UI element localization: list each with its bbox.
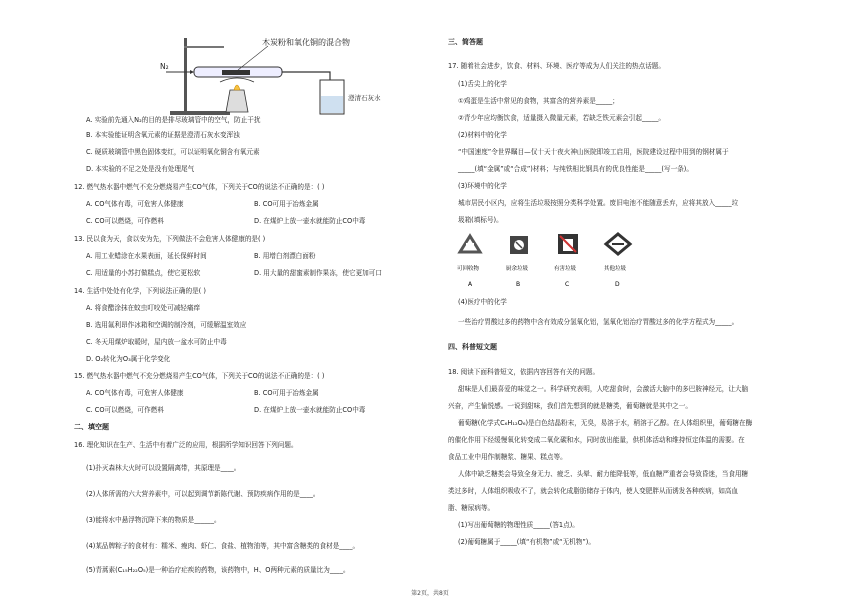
q16-part-5: (5)青蒿素(C₁₅H₂₂O₅)是一种治疗疟疾的药物，该药物中，H、O两种元素的质量比为____。	[86, 566, 350, 574]
q15-option-d: D. 在煤炉上放一壶水就能防止CO中毒	[254, 406, 366, 414]
bin-a-name: 可回收物	[457, 266, 480, 272]
q18-part-1: (1)写出葡萄糖的物理性质_____(答1点)。	[458, 521, 579, 529]
section-heading-science-reading: 四、科普短文题	[448, 343, 497, 351]
q11-option-c: C. 硬质玻璃管中黑色固体变红，可以证明氧化铜含有氧元素	[86, 148, 260, 156]
q12-option-a: A. CO气体有毒，可危害人体健康	[86, 200, 184, 208]
q17-sub-4a: 一些治疗胃酸过多的药物中含有效成分氢氧化铝，氢氧化铝治疗胃酸过多的化学方程式为_____。	[458, 318, 739, 326]
q13-option-a: A. 用工业蜡涂在水果表面，延长保鲜时间	[86, 252, 207, 260]
q14-option-d: D. O₂转化为O₃属于化学变化	[86, 355, 171, 363]
q17-sub-1: (1)舌尖上的化学	[458, 80, 507, 88]
q16-stem: 16. 理化知识在生产、生活中有着广泛的应用，根据所学知识回答下列问题。	[74, 441, 298, 449]
q16-part-4: (4)某品牌粽子的食材有：糯米、瘦肉、虾仁、食盐、植物油等，其中富含糖类的食材是____。	[86, 542, 360, 550]
q17-sub-1a: ①鸡蛋是生活中常见的食物，其富含的营养素是_____；	[458, 97, 619, 105]
bin-a-letter: A	[468, 281, 473, 288]
q14-option-c: C. 冬天用煤炉取暖时，屋内放一盆水可防止中毒	[86, 338, 227, 346]
q16-part-3: (3)能将水中悬浮物沉降下来的物质是______。	[86, 516, 221, 524]
other-waste-icon	[606, 234, 630, 254]
q12-option-b: B. CO可用于冶炼金属	[254, 200, 319, 208]
q17-sub-3a: 城市居民小区内，应将生活垃圾按照分类科学处置。废旧电池不能随意丢弃，应将其放入_____垃	[458, 199, 739, 207]
powder-mixture	[222, 70, 250, 75]
garbage-bin-symbols	[454, 230, 654, 292]
q18-text-6: 人体中缺乏糖类会导致全身无力、疲乏、头晕、耐力能降低等，低血糖严重者会导致昏迷，当食用糖	[458, 470, 749, 478]
recyclable-icon	[460, 236, 480, 252]
q17-stem: 17. 随着社会进步，饮食、材料、环境、医疗等成为人们关注的热点话题。	[448, 62, 665, 70]
q18-stem: 18. 阅读下面科普短文，依据内容回答有关的问题。	[448, 368, 600, 376]
bin-c-letter: C	[565, 281, 570, 288]
iron-stand-base	[170, 111, 230, 115]
bin-b-letter: B	[516, 281, 521, 288]
q15-option-a: A. CO气体有毒，可危害人体健康	[86, 389, 184, 397]
bin-d-letter: D	[615, 281, 620, 288]
q11-option-a: A. 实验前先通入N₂的目的是排尽玻璃管中的空气，防止干扰	[86, 116, 261, 124]
q13-option-c: C. 用适量的小苏打做糕点，使它更松软	[86, 269, 201, 277]
q17-sub-3b: 圾箱(填标号)。	[458, 216, 503, 224]
q17-sub-1b: ②青少年应均衡饮食，适量摄入微量元素，若缺乏铁元素会引起_____。	[458, 114, 666, 122]
q18-text-1: 甜味是人们最喜爱的味觉之一。科学研究表明，人吃甜食时，会激活大脑中的多巴胺神经元，让大脑	[458, 385, 749, 393]
figure-label-limewater: 澄清石灰水	[348, 94, 381, 102]
q17-sub-2: (2)材料中的化学	[458, 131, 507, 139]
limewater	[321, 96, 343, 113]
bin-b-name: 厨余垃圾	[506, 266, 529, 272]
bin-c-name: 有害垃圾	[554, 266, 577, 272]
q15-stem: 15. 燃气热水器中燃气不充分燃烧易产生CO气体，下列关于CO的说法不正确的是：( )	[74, 372, 325, 380]
q18-part-2: (2)葡萄糖属于_____(填“有机物”或“无机物”)。	[458, 538, 595, 546]
kitchen-waste-icon	[510, 236, 528, 254]
q15-option-c: C. CO可以燃烧，可作燃料	[86, 406, 164, 414]
q11-option-d: D. 本实验的不足之处是没有处理尾气	[86, 165, 195, 173]
q14-option-a: A. 将食醋涂抹在蚊虫叮咬处可减轻痛痒	[86, 304, 201, 312]
alcohol-lamp	[226, 90, 248, 112]
q12-stem: 12. 燃气热水器中燃气不充分燃烧易产生CO气体，下列关于CO的说法不正确的是：( )	[74, 183, 325, 191]
q11-option-b: B. 本实验能证明含氧元素的证据是澄清石灰水变浑浊	[86, 131, 240, 139]
iron-stand-rod	[184, 38, 187, 112]
q13-option-d: D. 用大量的甜蜜素制作果冻，使它更加可口	[254, 269, 382, 277]
section-heading-fill-in: 二、填空题	[74, 423, 109, 431]
q17-sub-4: (4)医疗中的化学	[458, 298, 507, 306]
q15-option-b: B. CO可用于冶炼金属	[254, 389, 319, 397]
q18-text-2: 兴奋，产生愉悦感。一说到甜味，我们首先想到的就是糖类，葡萄糖就是其中之一。	[448, 402, 692, 410]
q18-text-5: 食品工业中用作制糖浆、糖果、糕点等。	[448, 453, 567, 461]
q12-option-c: C. CO可以燃烧，可作燃料	[86, 217, 164, 225]
q13-option-b: B. 用增白剂漂白面粉	[254, 252, 316, 260]
q14-stem: 14. 生活中处处有化学，下列说法正确的是( )	[74, 287, 206, 295]
page-footer: 第2页，共8页	[411, 590, 449, 597]
q17-sub-3: (3)环境中的化学	[458, 182, 507, 190]
q18-text-8: 脂、糖尿病等。	[448, 504, 495, 512]
figure-label-n2: N₂	[160, 62, 169, 71]
experiment-apparatus-figure	[160, 34, 381, 116]
q17-sub-2a: “中国速度”令世界瞩目—仅十天十夜火神山医院即竣工启用，医院建设过程中用到的钢材属于	[458, 148, 729, 156]
q18-text-4: 的催化作用下经缓慢氧化转变成二氧化碳和水，同时放出能量，供机体活动和维持恒定体温的需要。在	[448, 436, 745, 444]
section-heading-short-answer: 三、简答题	[448, 38, 483, 46]
bin-d-name: 其他垃圾	[604, 266, 627, 272]
q16-part-2: (2)人体所需的六大营养素中，可以起到调节新陈代谢、预防疾病作用的是____。	[86, 490, 320, 498]
q18-text-7: 类过多时，人体组织吸收不了，就会转化成脂肪储存于体内，使人变肥胖从而诱发各种疾病，如高血	[448, 487, 739, 495]
figure-label-mixture: 木炭粉和氧化铜的混合物	[262, 38, 350, 47]
hazardous-waste-icon	[558, 234, 578, 254]
q18-text-3: 葡萄糖(化学式C₆H₁₂O₆)是白色结晶粉末，无臭，易溶于水，稍溶于乙醇。在人体组织里，葡萄糖在酶	[458, 419, 753, 427]
q13-stem: 13. 民以食为天，食以安为先，下列做法不会危害人体健康的是( )	[74, 235, 266, 243]
q12-option-d: D. 在煤炉上放一壶水就能防止CO中毒	[254, 217, 366, 225]
q16-part-1: (1)扑灭森林大火时可以设置隔离带，其原理是____。	[86, 464, 241, 472]
q14-option-b: B. 选用氟利昂作冰箱和空调的制冷剂，可缓解温室效应	[86, 321, 247, 329]
q17-sub-2b: _____(填“金属”或“合成”)材料；与纯铁相比钢具有的优良性能是_____(写一条)。	[458, 165, 693, 173]
